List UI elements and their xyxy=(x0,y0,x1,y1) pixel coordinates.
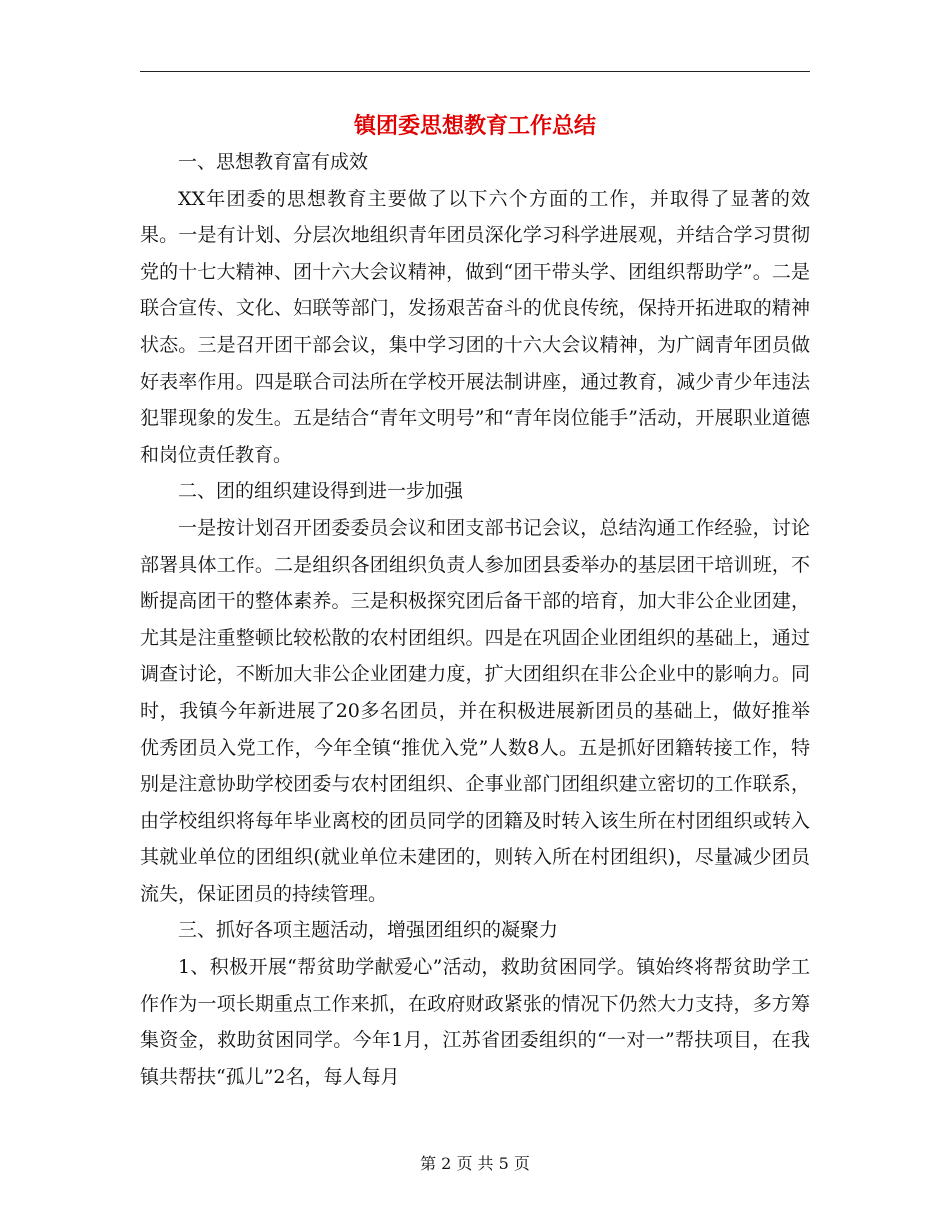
page-number-label: 第 2 页 共 5 页 xyxy=(420,1154,530,1173)
body-paragraph-1: XX年团委的思想教育主要做了以下六个方面的工作，并取得了显著的效果。一是有计划、分层次地组织青年团员深化学习科学进展观，并结合学习贯彻党的十七大精神、团十六大会议精神，做到“团干带头学、团组织帮助学”。二是联合宣传、文化、妇联等部门，发扬艰苦奋斗的优良传统，保持开拓进取的精神状态。三是召开团干部会议，集中学习团的十六大会议精神，为广阔青年团员做好表率作用。四是联合司法所在学校开展法制讲座，通过教育，减少青少年违法犯罪现象的发生。五是结合“青年文明号”和“青年岗位能手”活动，开展职业道德和岗位责任教育。 xyxy=(140,187,810,466)
page-footer xyxy=(0,1152,950,1176)
document-title: 镇团委思想教育工作总结 xyxy=(353,113,596,139)
body-paragraph-3: 1、积极开展“帮贫助学献爱心”活动，救助贫困同学。镇始终将帮贫助学工作作为一项长期重点工作来抓，在政府财政紧张的情况下仍然大力支持，多方筹集资金，救助贫困同学。今年1月，江苏省团委组织的“一对一”帮扶项目，在我镇共帮扶“孤儿”2名，每人每月 xyxy=(140,956,810,1088)
body-paragraph-2: 一是按计划召开团委委员会议和团支部书记会议，总结沟通工作经验，讨论部署具体工作。二是组织各团组织负责人参加团县委举办的基层团干培训班，不断提高团干的整体素养。三是积极探究团后备干部的培育，加大非公企业团建，尤其是注重整顿比较松散的农村团组织。四是在巩固企业团组织的基础上，通过调查讨论，不断加大非公企业团建力度，扩大团组织在非公企业中的影响力。同时，我镇今年新进展了20多名团员，并在积极进展新团员的基础上，做好推举优秀团员入党工作，今年全镇“推优入党”人数8人。五是抓好团籍转接工作，特别是注意协助学校团委与农村团组织、企事业部门团组织建立密切的工作联系，由学校组织将每年毕业离校的团员同学的团籍及时转入该生所在村团组织或转入其就业单位的团组织(就业单位未建团的，则转入所在村团组织)，尽量减少团员流失，保证团员的持续管理。 xyxy=(140,516,810,905)
header-rule xyxy=(140,71,810,72)
section-heading-1: 一、思想教育富有成效 xyxy=(178,151,369,173)
section-heading-3: 三、抓好各项主题活动，增强团组织的凝聚力 xyxy=(178,919,559,942)
section-heading-2: 二、团的组织建设得到进一步加强 xyxy=(178,480,464,503)
document-body xyxy=(140,144,810,1095)
